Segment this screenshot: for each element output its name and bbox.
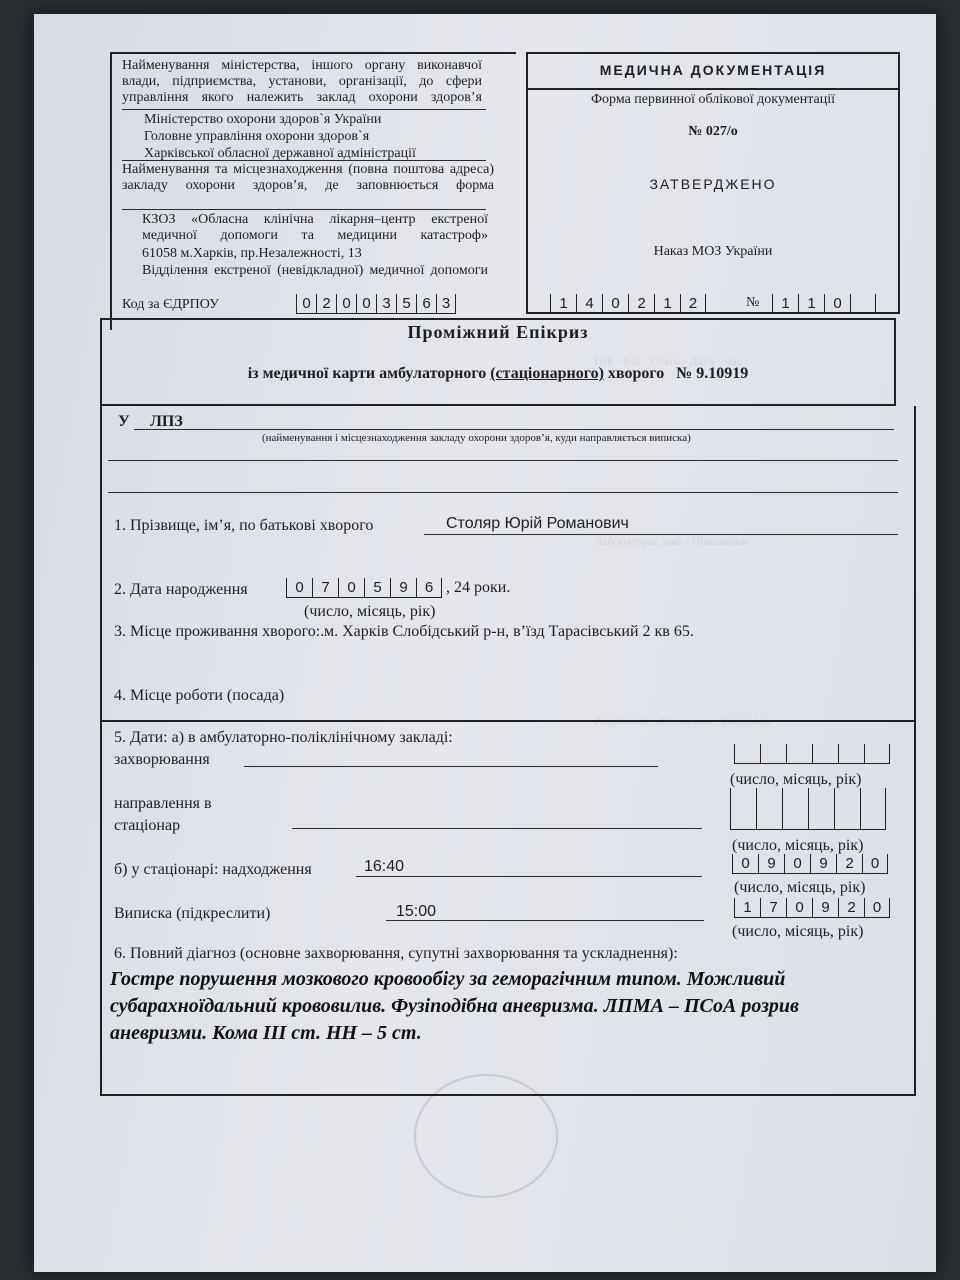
facility-line-3: Відділення екстреної (невідкладної) медичної допомоги xyxy=(142,263,488,278)
digit-cell: 4 xyxy=(576,294,602,314)
digit-cell: 1 xyxy=(734,898,760,918)
referral-date-rule xyxy=(292,828,702,829)
digit-cell: 6 xyxy=(416,294,436,314)
digit-cell xyxy=(782,788,808,830)
digit-cell: 0 xyxy=(338,578,364,598)
discharge-time: 15:00 xyxy=(396,903,437,920)
admission-time: 16:40 xyxy=(364,858,405,875)
dob-label: 2. Дата народження xyxy=(114,581,248,598)
recipient-value: ЛПЗ xyxy=(150,413,183,430)
facility-line-2: 61058 м.Харків, пр.Незалежності, 13 xyxy=(142,246,362,261)
digit-cell: 9 xyxy=(758,854,784,874)
digit-cell xyxy=(760,744,786,764)
document-sheet xyxy=(34,14,936,1272)
diagnosis-line-2: субарахноїдальний крововилив. Фузіподібна аневризма. ЛПМА – ПСоА розрив xyxy=(110,995,799,1017)
digit-cell: 2 xyxy=(680,294,706,314)
digit-cell: 1 xyxy=(798,294,824,314)
bleed-through-text: Результати обстеження · Висновок xyxy=(594,714,772,728)
dob-age: , 24 роки. xyxy=(446,579,511,596)
location-label-rule xyxy=(122,209,486,210)
digit-cell: 1 xyxy=(654,294,680,314)
digit-cell xyxy=(808,788,834,830)
admission-label: б) у стаціонарі: надходження xyxy=(114,861,312,878)
recipient-rule xyxy=(134,429,894,430)
subtitle-suffix: хворого xyxy=(607,365,665,382)
edrpou-label: Код за ЄДРПОУ xyxy=(122,297,220,312)
discharge-rule xyxy=(386,920,704,921)
ministry-line-1: Міністерство охорони здоров`я України xyxy=(144,112,382,127)
digit-cell: 3 xyxy=(436,294,456,314)
dates-section-label: 5. Дати: а) в амбулаторно-поліклінічному закладі: xyxy=(114,729,453,746)
discharge-date-caption: (число, місяць, рік) xyxy=(732,923,864,940)
digit-cell: 5 xyxy=(364,578,390,598)
order-number-code xyxy=(772,294,876,314)
digit-cell xyxy=(834,788,860,830)
digit-cell xyxy=(734,744,760,764)
bleed-through-text: ПІБ · Вік · Стать · Дата · Час xyxy=(594,354,743,368)
admission-date-cells xyxy=(732,854,888,874)
digit-cell: 0 xyxy=(784,854,810,874)
illness-date-label: захворювання xyxy=(114,751,210,768)
digit-cell: 0 xyxy=(602,294,628,314)
ministry-label-rule xyxy=(122,109,486,110)
digit-cell: 0 xyxy=(824,294,850,314)
digit-cell: 2 xyxy=(316,294,336,314)
digit-cell: 2 xyxy=(836,854,862,874)
workplace-label: 4. Місце роботи (посада) xyxy=(114,687,285,704)
order-date-code xyxy=(550,294,706,314)
digit-cell: 9 xyxy=(812,898,838,918)
location-label: Найменування та місцезнаходження (повна поштова адреса) закладу охорони здоров’я, де заповнюється форма xyxy=(122,162,494,193)
digit-cell: 0 xyxy=(356,294,376,314)
digit-cell: 0 xyxy=(296,294,316,314)
form-number: № 027/о xyxy=(688,124,738,139)
subtitle-prefix: із медичної карти амбулаторного xyxy=(247,365,487,382)
illness-date-cells xyxy=(734,744,890,764)
digit-cell: 1 xyxy=(550,294,576,314)
patient-name-label: 1. Прізвище, ім’я, по батькові хворого xyxy=(114,517,374,534)
digit-cell xyxy=(812,744,838,764)
residence-label: 3. Місце проживання хворого:. xyxy=(114,623,325,640)
dob-caption: (число, місяць, рік) xyxy=(304,603,436,620)
order-label: Наказ МОЗ України xyxy=(653,244,773,259)
digit-cell xyxy=(730,788,756,830)
epicrisis-subtitle xyxy=(100,364,896,383)
digit-cell: 2 xyxy=(628,294,654,314)
patient-name-rule xyxy=(424,534,898,535)
digit-cell: 0 xyxy=(862,854,888,874)
card-number: № 9.10919 xyxy=(676,365,749,382)
recipient-rule-3 xyxy=(108,492,898,493)
digit-cell: 9 xyxy=(390,578,416,598)
ministry-label: Найменування міністерства, іншого органу виконавчої влади, підприємства, установи, організації, до сфери управління якого належить заклад охорони здоров’я xyxy=(122,58,482,105)
digit-cell: 0 xyxy=(864,898,890,918)
digit-cell xyxy=(838,744,864,764)
patient-name-value: Столяр Юрій Романович xyxy=(446,515,629,532)
header-right-divider xyxy=(526,88,900,90)
digit-cell: 9 xyxy=(810,854,836,874)
referral-label-2: стаціонар xyxy=(114,817,181,834)
dob-cells xyxy=(286,578,442,598)
digit-cell xyxy=(786,744,812,764)
illness-date-caption: (число, місяць, рік) xyxy=(730,771,862,788)
admission-rule xyxy=(356,876,702,877)
digit-cell: 7 xyxy=(760,898,786,918)
digit-cell: 2 xyxy=(838,898,864,918)
subtitle-inpatient-underlined: (стаціонарного) xyxy=(490,365,604,382)
bleed-through-text: Лабораторні дані · Показники xyxy=(594,534,748,548)
med-doc-title: МЕДИЧНА ДОКУМЕНТАЦІЯ xyxy=(599,62,827,78)
digit-cell: 6 xyxy=(416,578,442,598)
digit-cell: 1 xyxy=(772,294,798,314)
digit-cell: 0 xyxy=(732,854,758,874)
digit-cell: 0 xyxy=(786,898,812,918)
diagnosis-line-1: Гостре порушення мозкового кровообігу за геморагічним типом. Можливий xyxy=(110,968,786,990)
residence-value: м. Харків Слобідський р-н, в’їзд Тарасівський 2 кв 65. xyxy=(324,623,694,640)
discharge-date-cells xyxy=(734,898,890,918)
recipient-caption: (найменування і місцезнаходження закладу охорони здоров’я, куди направляється виписка) xyxy=(262,432,691,444)
diagnosis-line-3: аневризми. Кома ІІІ ст. НН – 5 ст. xyxy=(110,1022,422,1044)
illness-date-rule xyxy=(244,766,658,767)
referral-date-cells xyxy=(730,788,886,830)
digit-cell xyxy=(756,788,782,830)
discharge-label: Виписка (підкреслити) xyxy=(114,905,271,922)
edrpou-code xyxy=(296,294,456,314)
digit-cell: 3 xyxy=(376,294,396,314)
admission-date-caption: (число, місяць, рік) xyxy=(734,879,866,896)
ministry-line-2: Головне управління охорони здоров`я xyxy=(144,129,370,144)
digit-cell: 7 xyxy=(312,578,338,598)
order-no-sign: № xyxy=(746,295,760,310)
digit-cell: 0 xyxy=(336,294,356,314)
referral-date-caption: (число, місяць, рік) xyxy=(732,837,864,854)
digit-cell xyxy=(864,744,890,764)
ministry-line-3: Харківської обласної державної адміністрації xyxy=(144,146,416,161)
epicrisis-title: Проміжний Епікриз xyxy=(407,322,589,342)
form-type: Форма первинної облікової документації xyxy=(590,92,836,107)
ministry-rule xyxy=(122,160,486,161)
recipient-prefix: У xyxy=(118,413,130,430)
referral-label-1: направлення в xyxy=(114,795,212,812)
approved-label: ЗАТВЕРДЖЕНО xyxy=(649,176,777,192)
digit-cell: 0 xyxy=(286,578,312,598)
facility-line-1: КЗОЗ «Обласна клінічна лікарня–центр екстреної медичної допомоги та медицини катастроф» xyxy=(142,212,488,243)
digit-cell xyxy=(850,294,876,314)
recipient-rule-2 xyxy=(108,460,898,461)
diagnosis-label: 6. Повний діагноз (основне захворювання, супутні захворювання та ускладнення): xyxy=(114,945,678,962)
digit-cell xyxy=(860,788,886,830)
section-divider xyxy=(100,720,916,722)
digit-cell: 5 xyxy=(396,294,416,314)
